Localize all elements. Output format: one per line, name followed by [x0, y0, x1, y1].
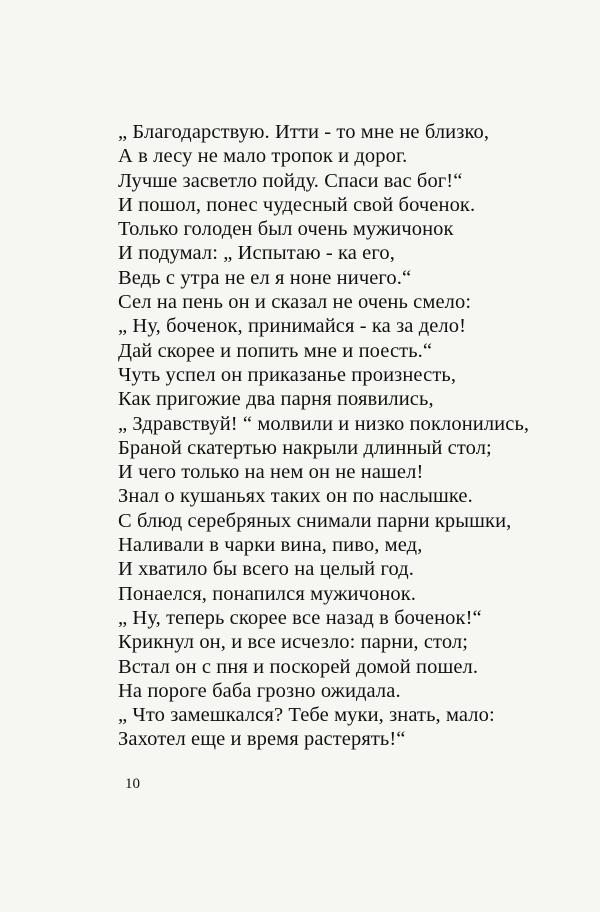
poem-line: Встал он с пня и поскорей домой пошел.: [118, 655, 479, 678]
poem-line: Крикнул он, и все исчезло: парни, стол;: [118, 631, 469, 654]
poem-line: „ Здравствуй! “ молвили и низко поклонились,: [118, 412, 530, 435]
page-number: 10: [125, 776, 140, 792]
poem-text: [118, 120, 558, 752]
poem-line: С блюд серебряных снимали парни крышки,: [118, 509, 512, 532]
poem-line: „ Ну, боченок, принимайся - ка за дело!: [118, 315, 467, 338]
poem-line: Чуть успел он приказанье произнесть,: [118, 363, 457, 386]
poem-line: Лучше засветло пойду. Спаси вас бог!“: [118, 169, 463, 192]
poem-line: Как пригожие два парня появились,: [118, 388, 434, 411]
poem-line: „ Ну, теперь скорее все назад в боченок!“: [118, 606, 482, 629]
poem-line: На пороге баба грозно ожидала.: [118, 679, 401, 702]
poem-line: Наливали в чарки вина, пиво, мед,: [118, 534, 423, 557]
poem-line: „ Что замешкался? Тебе муки, знать, мало:: [118, 704, 495, 727]
poem-line: Понаелся, понапился мужичонок.: [118, 582, 417, 605]
poem-line: И пошол, понес чудесный свой боченок.: [118, 193, 476, 216]
poem-line: Ведь с утра не ел я ноне ничего.“: [118, 266, 412, 289]
poem-line: И хватило бы всего на целый год.: [118, 558, 414, 581]
poem-line: Дай скорее и попить мне и поесть.“: [118, 339, 433, 362]
poem-line: А в лесу не мало тропок и дорог.: [118, 145, 408, 168]
poem-line: Только голоден был очень мужичонок: [118, 218, 454, 241]
poem-line: Знал о кушаньях таких он по наслышке.: [118, 485, 473, 508]
poem-line: И подумал: „ Испытаю - ка его,: [118, 242, 395, 265]
poem-line: Браной скатертью накрыли длинный стол;: [118, 436, 492, 459]
poem-line: Захотел еще и время растерять!“: [118, 728, 406, 751]
poem-line: Сел на пень он и сказал не очень смело:: [118, 291, 472, 314]
poem-line: „ Благодарствую. Итти - то мне не близко,: [118, 121, 490, 143]
poem-line: И чего только на нем он не нашел!: [118, 461, 424, 484]
